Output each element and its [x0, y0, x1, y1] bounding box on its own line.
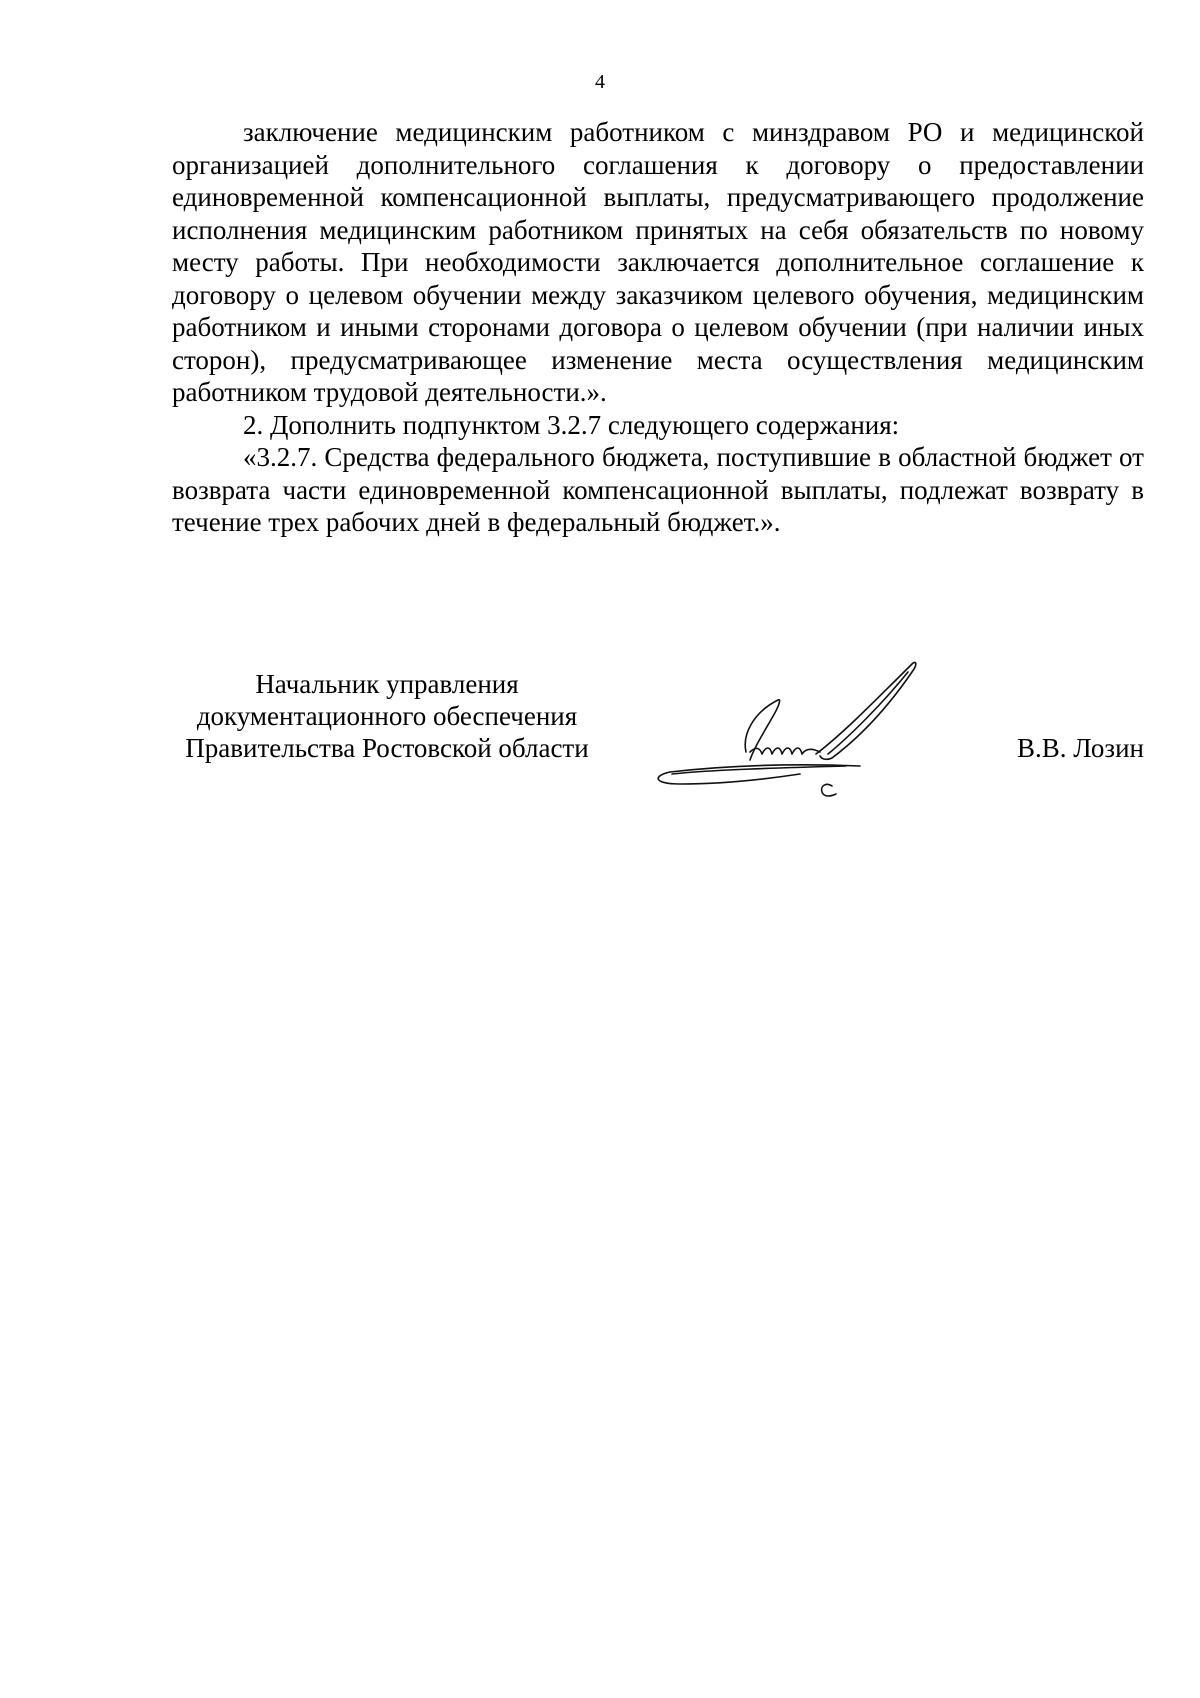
- paragraph-subclause: «3.2.7. Средства федерального бюджета, поступившие в областной бюджет от возврата части единовременной компенсационной выплаты, подлежат возврату в течение трех рабочих дней в федеральный бюджет.».: [172, 442, 1144, 537]
- handwritten-signature: [650, 656, 970, 806]
- document-body: [172, 116, 1144, 539]
- signatory-position: [172, 668, 602, 764]
- signature-block: [172, 668, 1144, 818]
- signatory-position-line: документационного обеспечения: [196, 701, 578, 731]
- signatory-name: В.В. Лозин: [1017, 733, 1144, 763]
- signatory-position-line: Правительства Ростовской области: [185, 733, 589, 763]
- signatory-position-line: Начальник управления: [255, 669, 519, 699]
- paragraph-continuation: заключение медицинским работником с минздравом РО и медицинской организацией дополнительного соглашения к договору о предоставлении единовременной компенсационной выплаты, предусматривающего продолжение исполнения медицинским работником принятых на себя обязательств по новому месту работы. При необходимости заключается дополнительное соглашение к договору о целевом обучении между заказчиком целевого обучения, медицинским работником и иными сторонами договора о целевом обучении (при наличии иных сторон), предусматривающее изменение места осуществления медицинским работником трудовой деятельности.».: [172, 117, 1144, 407]
- paragraph-amendment-item: 2. Дополнить подпунктом 3.2.7 следующего содержания:: [243, 409, 900, 440]
- page-number: 4: [595, 71, 605, 93]
